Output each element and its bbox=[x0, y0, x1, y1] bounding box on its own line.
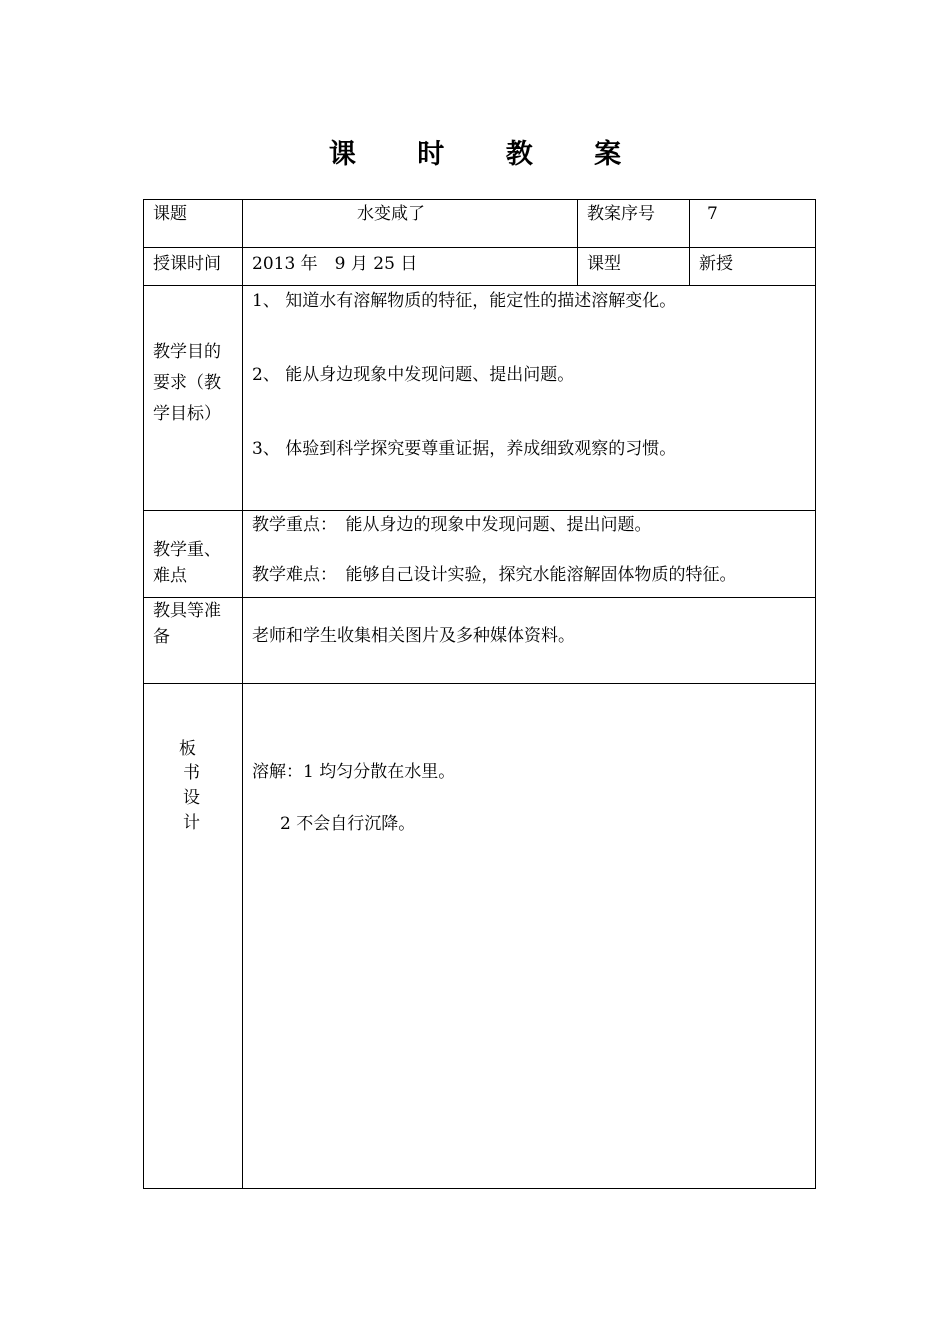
objective-item: 2、 能从身边现象中发现问题、提出问题。 bbox=[252, 365, 575, 385]
objective-item: 3、 体验到科学探究要尊重证据，养成细致观察的习惯。 bbox=[252, 439, 677, 459]
board-line: 2 不会自行沉降。 bbox=[280, 814, 416, 834]
board-label-char: 书 bbox=[183, 763, 200, 783]
lesson-type-value: 新授 bbox=[699, 254, 733, 274]
objective-item: 1、 知道水有溶解物质的特征，能定性的描述溶解变化。 bbox=[252, 291, 677, 311]
lesson-type-label: 课型 bbox=[587, 254, 621, 274]
date-label: 授课时间 bbox=[153, 254, 221, 274]
page-title: 课 时 教 案 bbox=[328, 139, 648, 170]
sequence-label: 教案序号 bbox=[587, 204, 655, 224]
key-focus: 教学重点： 能从身边的现象中发现问题、提出问题。 bbox=[252, 515, 652, 535]
board-line: 溶解：1 均匀分散在水里。 bbox=[252, 762, 456, 782]
row-divider bbox=[143, 285, 816, 286]
board-label-char: 设 bbox=[183, 788, 200, 808]
row-divider bbox=[143, 510, 816, 511]
board-label-char: 板 bbox=[179, 739, 196, 759]
row-divider bbox=[143, 683, 816, 684]
board-label-char: 计 bbox=[183, 813, 200, 833]
key-difficulty: 教学难点： 能够自己设计实验，探究水能溶解固体物质的特征。 bbox=[252, 565, 737, 585]
column-divider bbox=[242, 199, 243, 1189]
materials-label: 教具等准备 bbox=[153, 601, 221, 647]
column-divider bbox=[689, 199, 690, 285]
row-divider bbox=[143, 597, 816, 598]
lesson-plan-table bbox=[143, 199, 816, 1189]
date-value: 2013 年 9 月 25 日 bbox=[252, 254, 418, 274]
objectives-label: 教学目的要求（教学目标） bbox=[153, 342, 221, 424]
row-divider bbox=[143, 247, 816, 248]
topic-label: 课题 bbox=[153, 204, 187, 224]
topic-value: 水变咸了 bbox=[357, 204, 425, 224]
key-points-label: 教学重、难点 bbox=[153, 540, 221, 586]
sequence-value: 7 bbox=[707, 204, 718, 224]
materials-text: 老师和学生收集相关图片及多种媒体资料。 bbox=[252, 626, 575, 646]
column-divider bbox=[577, 199, 578, 285]
